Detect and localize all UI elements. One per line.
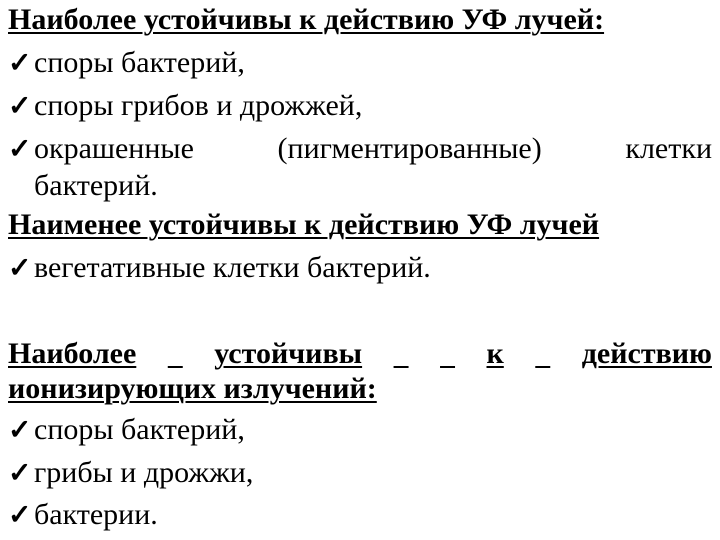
checkmark-icon: ✓ — [8, 415, 32, 446]
list-item: ✓ вегетативные клетки бактерий. — [8, 250, 431, 287]
underline-gap — [168, 336, 183, 372]
checkmark-icon: ✓ — [8, 48, 32, 79]
list-item: ✓ бактерии. — [8, 497, 158, 534]
underline-gap — [535, 336, 550, 372]
heading-ionizing-line1: Наиболее устойчивы к действию — [8, 337, 712, 370]
underline-gap — [394, 336, 409, 372]
heading-uv-most-resistant: Наиболее устойчивы к действию УФ лучей: — [8, 3, 605, 36]
checkmark-icon: ✓ — [8, 458, 32, 489]
heading-uv-least-resistant: Наименее устойчивы к действию УФ лучей — [8, 208, 600, 241]
checkmark-icon: ✓ — [8, 253, 32, 284]
list-item-continuation: бактерий. — [34, 169, 158, 202]
list-item: ✓ споры бактерий, — [8, 45, 245, 82]
heading-ionizing-line2: ионизирующих излучений: — [8, 372, 377, 405]
list-item: ✓ споры грибов и дрожжей, — [8, 88, 362, 125]
checkmark-icon: ✓ — [8, 500, 32, 531]
list-item: ✓ окрашенные (пигментированные) клетки — [8, 131, 712, 168]
checkmark-icon: ✓ — [8, 91, 32, 122]
list-item: ✓ грибы и дрожжи, — [8, 455, 253, 492]
checkmark-icon: ✓ — [8, 134, 32, 165]
list-item: ✓ споры бактерий, — [8, 412, 245, 449]
underline-gap — [440, 336, 455, 372]
